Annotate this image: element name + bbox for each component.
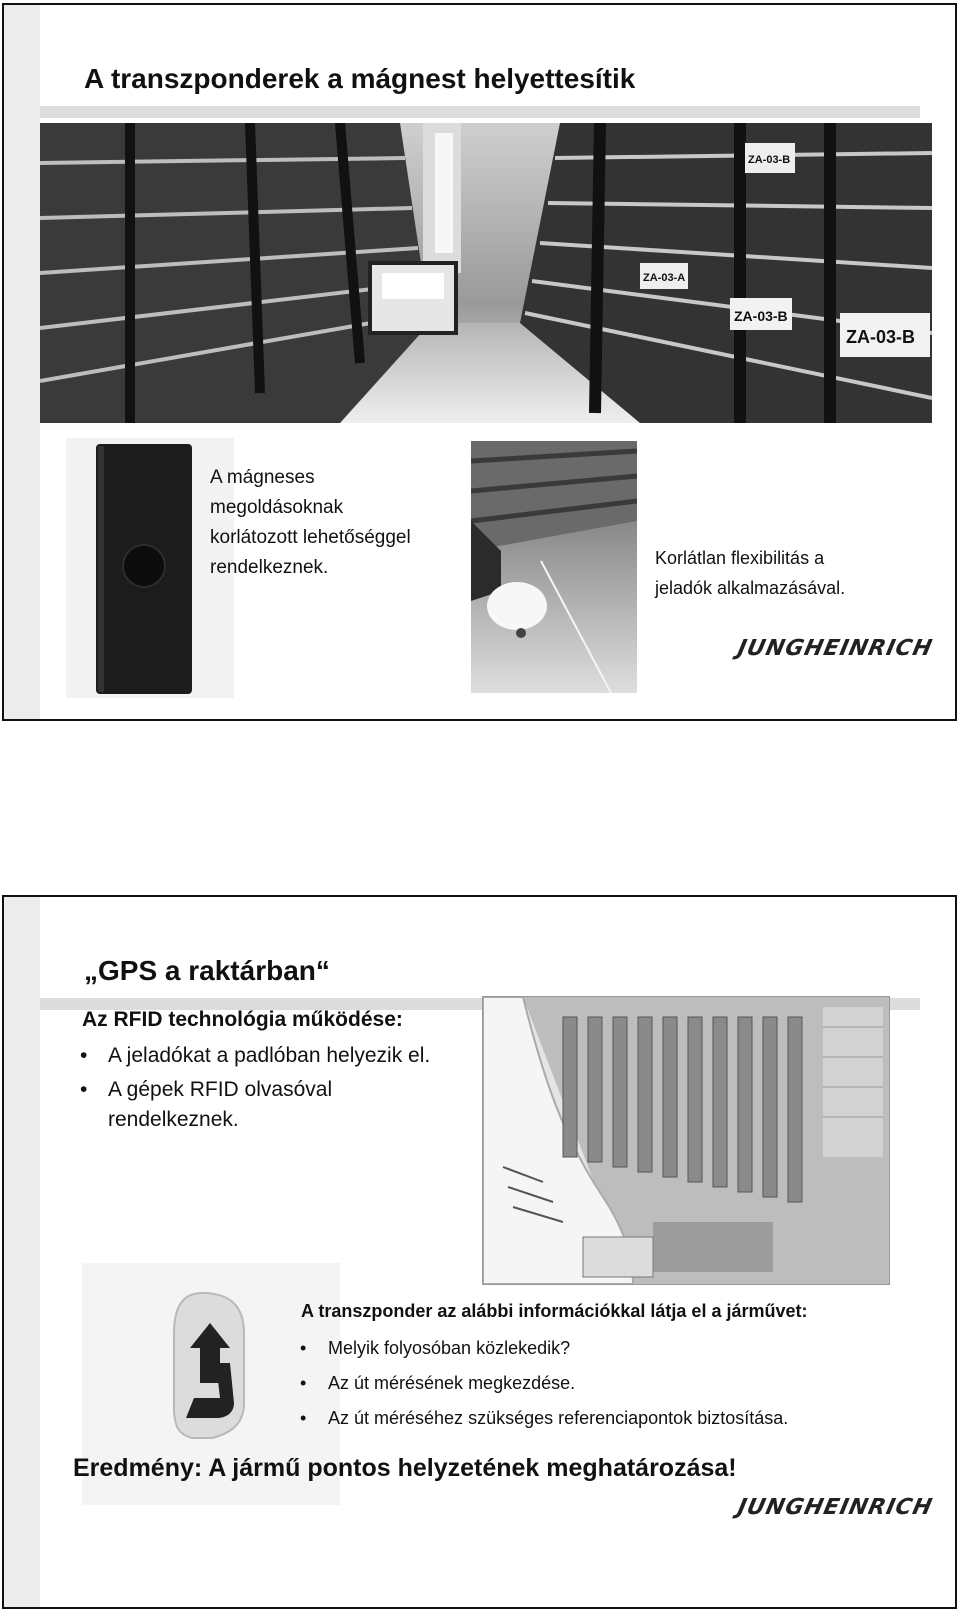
magnet-caption <box>210 463 411 583</box>
shelf-label: ZA-03-B <box>748 154 791 166</box>
shelf-label: ZA-03-A <box>643 272 686 284</box>
shelf-label: ZA-03-B <box>734 308 788 324</box>
caption-line: korlátozott lehetőséggel <box>210 527 411 548</box>
slide-side-strip <box>4 897 40 1607</box>
list-item: • Melyik folyosóban közlekedik? <box>300 1331 788 1366</box>
warehouse-3d-illustration <box>482 996 890 1285</box>
caption-line: Korlátlan flexibilitás a <box>655 548 825 568</box>
caption-line: A mágneses <box>210 467 315 488</box>
info-heading: A transzponder az alábbi információkkal látja el a járművet: <box>301 1301 808 1321</box>
shelf-label: ZA-03-B <box>846 327 916 347</box>
list-item: • Az út méréséhez szükséges referenciapontok biztosítása. <box>300 1401 788 1436</box>
warehouse-aisle-photo <box>40 123 932 423</box>
caption-line: jeladók alkalmazásával. <box>655 578 846 598</box>
rfid-heading: Az RFID technológia működése: <box>82 1008 403 1031</box>
caption-line: rendelkeznek. <box>210 557 329 578</box>
list-item: • A gépek RFID olvasóval rendelkeznek. <box>80 1075 408 1135</box>
slide-side-strip <box>4 5 40 719</box>
jungheinrich-logo: JUNGHEINRICH <box>735 636 935 661</box>
transponder-caption <box>655 543 845 603</box>
list-item: • A jeladókat a padlóban helyezik el. <box>80 1041 500 1071</box>
title-divider <box>40 106 920 118</box>
jungheinrich-logo: JUNGHEINRICH <box>735 1495 935 1520</box>
rfid-bullet-list <box>80 1041 500 1135</box>
slide-transponders-replace-magnets <box>2 3 957 721</box>
list-item: • Az út mérésének megkezdése. <box>300 1366 788 1401</box>
slide-title: „GPS a raktárban“ <box>84 955 330 986</box>
transponder-floor-photo <box>471 441 637 693</box>
info-bullet-list <box>300 1331 788 1436</box>
magnet-photo <box>66 438 234 698</box>
slide-title: A transzponderek a mágnest helyettesítik <box>84 63 636 94</box>
caption-line: megoldásoknak <box>210 497 344 518</box>
result-statement: Eredmény: A jármű pontos helyzetének meghatározása! <box>73 1454 737 1482</box>
slide-gps-in-warehouse <box>2 895 957 1609</box>
